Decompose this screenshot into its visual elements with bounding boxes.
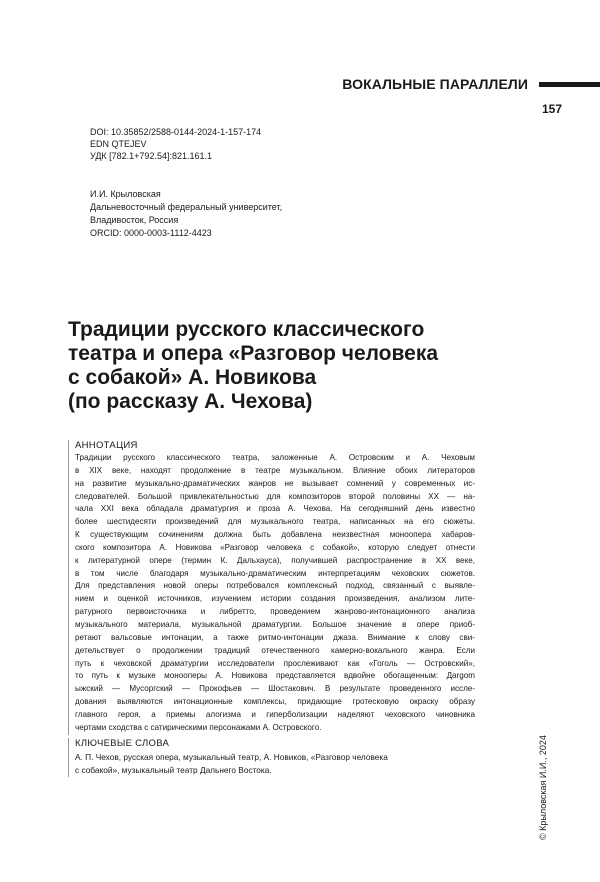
- abstract-section: [68, 440, 475, 735]
- abstract-line: детельствует о продолжении традиций отечественного камерно-вокального жанра. Если: [75, 645, 475, 655]
- article-metadata: [90, 126, 261, 162]
- abstract-line: ского композитора А. Новикова «Разговор человека с собакой», которую следует отнести: [75, 542, 475, 552]
- abstract-line: Для представления новой оперы потребовался комплексный подход, связанный с выявле-: [75, 581, 475, 591]
- udk: УДК [782.1+792.54]:821.161.1: [90, 151, 212, 161]
- abstract-line: ретают вальсовые интонации, а также ритмо-интонации джаза. Внимание к слову сви-: [75, 632, 475, 642]
- abstract-line: музыкального материала, музыкальной драматургии. Большое значение в опере приоб-: [75, 619, 475, 629]
- abstract-line: то путь к музыке монооперы А. Новикова представляется вдвойне обогащенным: Дargom: [75, 671, 475, 681]
- title-line: Традиции русского классического: [68, 318, 425, 341]
- abstract-line: чертами сходства с сатирическими персонажами А. Островского.: [75, 722, 322, 732]
- keywords-section: [68, 738, 475, 777]
- header-rule: [539, 82, 600, 87]
- abstract-line: в том числе благодаря музыкально-драматическим интерпретациям чеховских сюжетов.: [75, 568, 475, 578]
- page-number: 157: [541, 102, 562, 116]
- keywords-heading: КЛЮЧЕВЫЕ СЛОВА: [75, 738, 170, 749]
- abstract-line: чала XXI века обладала драматургия и проза А. Чехова. На сегодняшний день известно: [75, 504, 475, 514]
- abstract-line: ыжский — Мусоргский — Прокофьев — Шостакович. В результате проведенного иссле-: [75, 684, 475, 694]
- keywords-line: с собакой», музыкальный театр Дальнего Востока.: [75, 765, 272, 775]
- abstract-line: в XIX веке, находят продолжение в театре музыкальном. Влияние обоих литераторов: [75, 465, 475, 475]
- abstract-line: дования выявляются интонационные комплексы, придающие гротесковую окраску образу: [75, 697, 475, 707]
- abstract-body: [75, 452, 475, 735]
- keywords-line: А. П. Чехов, русская опера, музыкальный театр, А. Новиков, «Разговор человека: [75, 752, 388, 762]
- author-info: [90, 188, 282, 240]
- keywords-body: [75, 751, 475, 777]
- abstract-line: к литературной опере (термин К. Дальхауса), получившей распространение в XX веке,: [75, 555, 475, 565]
- edn: EDN QTEJEV: [90, 139, 147, 149]
- abstract-line: К существующим сочинениям должна быть добавлена неизвестная моноопера хабаров-: [75, 530, 475, 540]
- abstract-line: путь к чеховской драматургии исследователи прослеживают как «Гоголь — Островский»,: [75, 658, 475, 668]
- author-name: И.И. Крыловская: [90, 189, 161, 199]
- section-title: ВОКАЛЬНЫЕ ПАРАЛЛЕЛИ: [342, 76, 528, 92]
- abstract-line: Традиции русского классического театра, заложенные А. Островским и А. Чеховым: [75, 453, 475, 462]
- abstract-line: нием и оценкой источников, изучением истории создания произведения, анализом лите-: [75, 594, 475, 604]
- article-title: [68, 318, 508, 414]
- title-line: (по рассказу А. Чехова): [68, 390, 313, 413]
- abstract-heading: АННОТАЦИЯ: [75, 440, 138, 451]
- abstract-line: более шестидесяти произведений для музыкального театра, написанных на его сюжеты.: [75, 517, 475, 527]
- abstract-line: следователей. Большой привлекательностью для композиторов второй половины XX — на-: [75, 491, 475, 501]
- doi[interactable]: DOI: 10.35852/2588-0144-2024-1-157-174: [90, 127, 262, 137]
- author-city: Владивосток, Россия: [90, 215, 179, 225]
- abstract-line: главного героя, а приемы алогизма и гиперболизации наделяют чеховского чиновника: [75, 709, 475, 719]
- title-line: с собакой» А. Новикова: [68, 366, 317, 389]
- copyright-notice: © Крыловская И.И., 2024: [538, 735, 548, 840]
- abstract-line: на развитие музыкально-драматических жанров не вызывает сомнений у современных ис-: [75, 478, 475, 488]
- author-affiliation: Дальневосточный федеральный университет,: [90, 202, 283, 212]
- title-line: театра и опера «Разговор человека: [68, 342, 439, 365]
- author-orcid[interactable]: ORCID: 0000-0003-1112-4423: [90, 228, 212, 238]
- abstract-line: ратурного первоисточника и либретто, проведением жанрово-интонационного анализа: [75, 607, 475, 617]
